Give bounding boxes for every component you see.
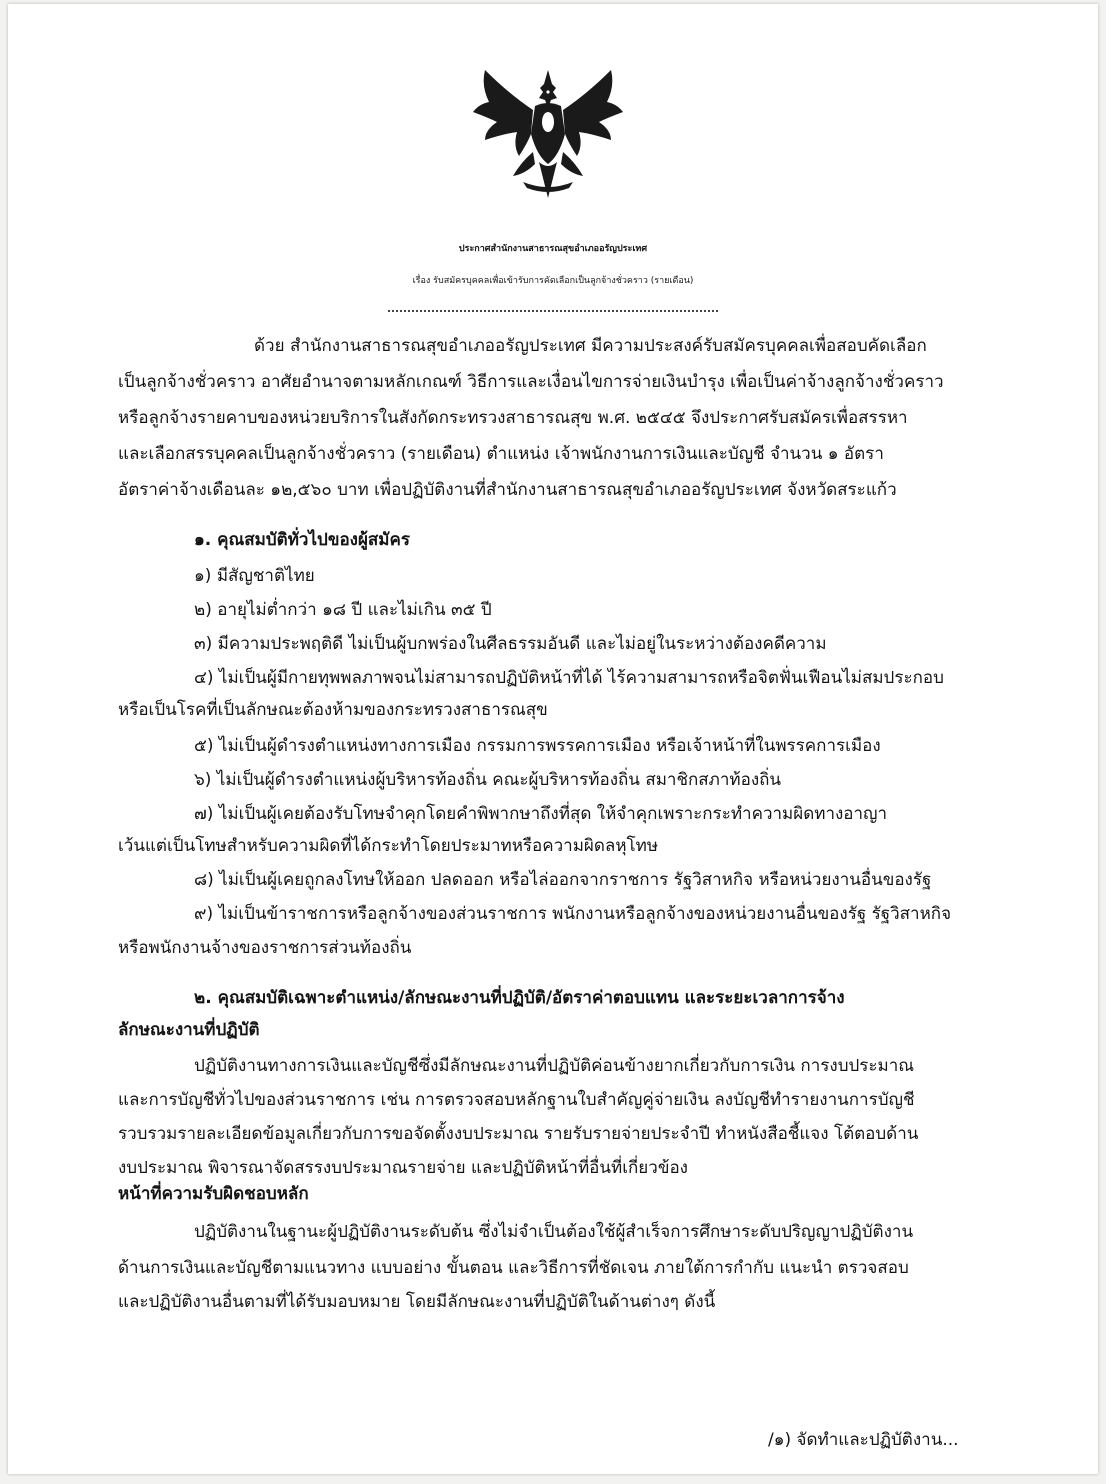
job-description-line-1: ปฏิบัติงานทางการเงินและบัญชีซึ่งมีลักษณะงานที่ปฏิบัติค่อนข้างยากเกี่ยวกับการเงิน การงบประมาณ	[194, 1056, 915, 1076]
intro-line-2: เป็นลูกจ้างชั่วคราว อาศัยอำนาจตามหลักเกณฑ์ วิธีการและเงื่อนไขการจ่ายเงินบำรุง เพื่อเป็นค่าจ้างลูกจ้างชั่วคราว	[118, 372, 944, 392]
intro-line-1: ด้วย สำนักงานสาธารณสุขอำเภออรัญประเทศ มีความประสงค์รับสมัครบุคคลเพื่อสอบคัดเลือก	[254, 336, 927, 356]
qualification-item-1: ๑) มีสัญชาติไทย	[194, 566, 315, 586]
page-continuation-note: /๑) จัดทำและปฏิบัติงาน...	[768, 1430, 959, 1450]
qualification-item-4: ๔) ไม่เป็นผู้มีกายทุพพลภาพจนไม่สามารถปฏิบัติหน้าที่ได้ ไร้ความสามารถหรือจิตฟั่นเฟือนไม่สมประกอบ	[194, 668, 944, 688]
responsibilities-line-2: ด้านการเงินและบัญชีตามแนวทาง แบบอย่าง ขั้นตอน และวิธีการที่ชัดเจน ภายใต้การกำกับ แนะนำ ตรวจสอบ	[118, 1258, 909, 1278]
qualification-item-5: ๕) ไม่เป็นผู้ดำรงตำแหน่งทางการเมือง กรรมการพรรคการเมือง หรือเจ้าหน้าที่ในพรรคการเมือง	[194, 736, 881, 756]
announcement-title: ประกาศสำนักงานสาธารณสุขอำเภออรัญประเทศ	[458, 244, 648, 254]
announcement-subject: เรื่อง รับสมัครบุคคลเพื่อเข้ารับการคัดเลือกเป็นลูกจ้างชั่วคราว (รายเดือน)	[412, 276, 694, 286]
section1-heading: ๑. คุณสมบัติทั่วไปของผู้สมัคร	[194, 530, 410, 550]
qualification-item-7-cont: เว้นแต่เป็นโทษสำหรับความผิดที่ได้กระทำโดยประมาทหรือความผิดลหุโทษ	[118, 836, 659, 856]
qualification-item-8: ๘) ไม่เป็นผู้เคยถูกลงโทษให้ออก ปลดออก หรือไล่ออกจากราชการ รัฐวิสาหกิจ หรือหน่วยงานอื่นของรัฐ	[194, 870, 932, 890]
qualification-item-3: ๓) มีความประพฤติดี ไม่เป็นผู้บกพร่องในศีลธรรมอันดี และไม่อยู่ในระหว่างต้องคดีความ	[194, 634, 827, 654]
job-description-line-4: งบประมาณ พิจารณาจัดสรรงบประมาณรายจ่าย และปฏิบัติหน้าที่อื่นที่เกี่ยวข้อง	[118, 1158, 688, 1178]
qualification-item-6: ๖) ไม่เป็นผู้ดำรงตำแหน่งผู้บริหารท้องถิ่น คณะผู้บริหารท้องถิ่น สมาชิกสภาท้องถิ่น	[194, 770, 782, 790]
garuda-emblem-icon	[463, 64, 633, 204]
qualification-item-4-cont: หรือเป็นโรคที่เป็นลักษณะต้องห้ามของกระทรวงสาธารณสุข	[118, 700, 548, 720]
job-description-line-2: และการบัญชีทั่วไปของส่วนราชการ เช่น การตรวจสอบหลักฐานใบสำคัญคู่จ่ายเงิน ลงบัญชีทำรายงานการบัญชี	[118, 1090, 915, 1110]
responsibilities-heading: หน้าที่ความรับผิดชอบหลัก	[118, 1184, 309, 1204]
intro-line-5: อัตราค่าจ้างเดือนละ ๑๒,๕๖๐ บาท เพื่อปฏิบัติงานที่สำนักงานสาธารณสุขอำเภออรัญประเทศ จังหวัดสระแก้ว	[118, 480, 897, 500]
intro-line-3: หรือลูกจ้างรายคาบของหน่วยบริการในสังกัดกระทรวงสาธารณสุข พ.ศ. ๒๕๔๕ จึงประกาศรับสมัครเพื่อสรรหา	[118, 408, 908, 428]
job-description-line-3: รวบรวมรายละเอียดข้อมูลเกี่ยวกับการขอจัดตั้งงบประมาณ รายรับรายจ่ายประจำปี ทำหนังสือชี้แจง โต้ตอบด้าน	[118, 1124, 919, 1144]
separator-dotted-line	[388, 310, 718, 312]
responsibilities-line-3: และปฏิบัติงานอื่นตามที่ได้รับมอบหมาย โดยมีลักษณะงานที่ปฏิบัติในด้านต่างๆ ดังนี้	[118, 1292, 716, 1312]
qualification-item-7: ๗) ไม่เป็นผู้เคยต้องรับโทษจำคุกโดยคำพิพากษาถึงที่สุด ให้จำคุกเพราะกระทำความผิดทางอาญา	[194, 804, 888, 824]
qualification-item-9-cont: หรือพนักงานจ้างของราชการส่วนท้องถิ่น	[118, 938, 412, 958]
qualification-item-2: ๒) อายุไม่ต่ำกว่า ๑๘ ปี และไม่เกิน ๓๕ ปี	[194, 600, 492, 620]
job-description-heading: ลักษณะงานที่ปฏิบัติ	[118, 1020, 260, 1040]
responsibilities-line-1: ปฏิบัติงานในฐานะผู้ปฏิบัติงานระดับต้น ซึ่งไม่จำเป็นต้องใช้ผู้สำเร็จการศึกษาระดับปริญญาปฏิบัติงาน	[194, 1222, 914, 1242]
document-page	[8, 4, 1098, 1474]
intro-line-4: และเลือกสรรบุคคลเป็นลูกจ้างชั่วคราว (รายเดือน) ตำแหน่ง เจ้าพนักงานการเงินและบัญชี จำนวน ๑ อัตรา	[118, 444, 884, 464]
qualification-item-9: ๙) ไม่เป็นข้าราชการหรือลูกจ้างของส่วนราชการ พนักงานหรือลูกจ้างของหน่วยงานอื่นของรัฐ รัฐวิสาหกิจ	[194, 904, 952, 924]
section2-heading: ๒. คุณสมบัติเฉพาะตำแหน่ง/ลักษณะงานที่ปฏิบัติ/อัตราค่าตอบแทน และระยะเวลาการจ้าง	[194, 988, 845, 1008]
